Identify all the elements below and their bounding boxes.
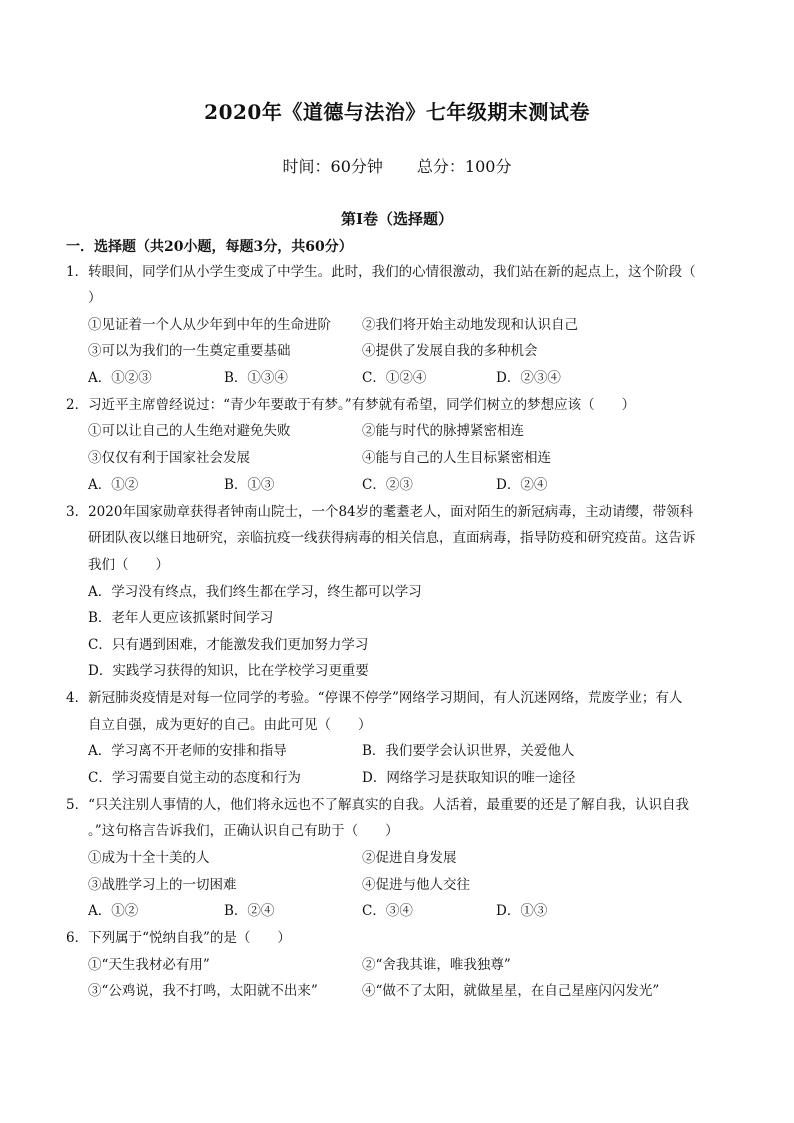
exam-info [0, 154, 794, 177]
question-1-statement-2: ②我们将开始主动地发现和认识自己 [362, 317, 578, 333]
question-6-statement-2: ②“舍我其谁，唯我独尊” [362, 957, 511, 973]
question-1-statement-3: ③可以为我们的一生奠定重要基础 [88, 343, 291, 359]
question-5-statement-3: ③战胜学习上的一切困难 [88, 877, 237, 893]
question-2-statement-2: ②能与时代的脉搏紧密相连 [362, 423, 524, 439]
question-2-option-d: D．②④ [496, 477, 548, 493]
question-1-statement-1: ①见证着一个人从少年到中年的生命进阶 [88, 317, 331, 333]
question-1-option-a: A．①②③ [88, 370, 152, 386]
question-5-option-b: B．②④ [224, 903, 275, 919]
question-6-statement-4: ④“做不了太阳，就做星星，在自己星座闪闪发光” [362, 983, 660, 999]
question-3-option-a: A．学习没有终点，我们终生都在学习，终生都可以学习 [88, 584, 422, 600]
exam-title: 2020年《道德与法治》七年级期末测试卷 [204, 100, 590, 124]
exam-time: 时间：60分钟 [282, 157, 383, 176]
question-2-stem: 2．习近平主席曾经说过：“青少年要敢于有梦。”有梦就有希望，同学们树立的梦想应该（ ） [66, 397, 636, 413]
question-3-option-b: B．老年人更应该抓紧时间学习 [88, 610, 274, 626]
question-5-statement-2: ②促进自身发展 [362, 850, 457, 866]
question-1-stem-cont: ） [88, 290, 102, 306]
question-5-option-d: D．①③ [496, 903, 548, 919]
question-4-stem-cont: 自立自强，成为更好的自己。由此可见（ ） [88, 717, 372, 733]
question-4-option-d: D．网络学习是获取知识的唯一途径 [362, 770, 576, 786]
question-2-option-c: C．②③ [362, 477, 413, 493]
question-2-statement-3: ③仅仅有利于国家社会发展 [88, 450, 250, 466]
question-3-option-d: D．实践学习获得的知识，比在学校学习更重要 [88, 663, 369, 679]
question-3-option-c: C．只有遇到困难，才能激发我们更加努力学习 [88, 637, 369, 653]
part-heading: 一．选择题（共20小题，每题3分，共60分） [66, 239, 353, 255]
question-5-stem: 5．“只关注别人事情的人，他们将永远也不了解真实的自我。人活着，最重要的还是了解自我，认识自我 [66, 797, 689, 813]
question-1-stem: 1．转眼间，同学们从小学生变成了中学生。此时，我们的心情很激动，我们站在新的起点上，这个阶段（ [66, 264, 696, 280]
question-2-option-a: A．①② [88, 477, 139, 493]
question-3-stem: 3．2020年国家勋章获得者钟南山院士，一个84岁的耄耋老人，面对陌生的新冠病毒，主动请缨，带领科 [66, 504, 694, 520]
section-title: 第Ⅰ卷（选择题） [340, 210, 454, 228]
question-2-statement-4: ④能与自己的人生目标紧密相连 [362, 450, 551, 466]
question-3-stem-cont-1: 研团队夜以继日地研究，亲临抗疫一线获得病毒的相关信息，直面病毒，指导防疫和研究疫苗。这告诉 [88, 530, 696, 546]
question-5-option-a: A．①② [88, 903, 139, 919]
question-4-stem: 4．新冠肺炎疫情是对每一位同学的考验。“停课不停学”网络学习期间，有人沉迷网络，荒废学业；有人 [66, 690, 683, 706]
question-4-option-a: A．学习离不开老师的安排和指导 [88, 743, 287, 759]
question-3-stem-cont-2: 我们（ ） [88, 557, 169, 573]
question-1-option-c: C．①②④ [362, 370, 427, 386]
question-5-option-c: C．③④ [362, 903, 413, 919]
question-1-statement-4: ④提供了发展自我的多种机会 [362, 343, 538, 359]
question-1-option-d: D．②③④ [496, 370, 561, 386]
question-6-stem: 6．下列属于“悦纳自我”的是（ ） [66, 930, 291, 946]
question-5-stem-cont: 。”这句格言告诉我们，正确认识自己有助于（ ） [88, 823, 399, 839]
question-2-statement-1: ①可以让自己的人生绝对避免失败 [88, 423, 291, 439]
question-5-statement-1: ①成为十全十美的人 [88, 850, 210, 866]
question-4-option-b: B．我们要学会认识世界，关爱他人 [362, 743, 575, 759]
question-6-statement-3: ③“公鸡说，我不打鸣，太阳就不出来” [88, 983, 318, 999]
question-2-option-b: B．①③ [224, 477, 275, 493]
exam-total-score: 总分：100分 [416, 157, 512, 176]
question-6-statement-1: ①“天生我材必有用” [88, 957, 210, 973]
question-4-option-c: C．学习需要自觉主动的态度和行为 [88, 770, 301, 786]
question-1-option-b: B．①③④ [224, 370, 288, 386]
question-5-statement-4: ④促进与他人交往 [362, 877, 470, 893]
